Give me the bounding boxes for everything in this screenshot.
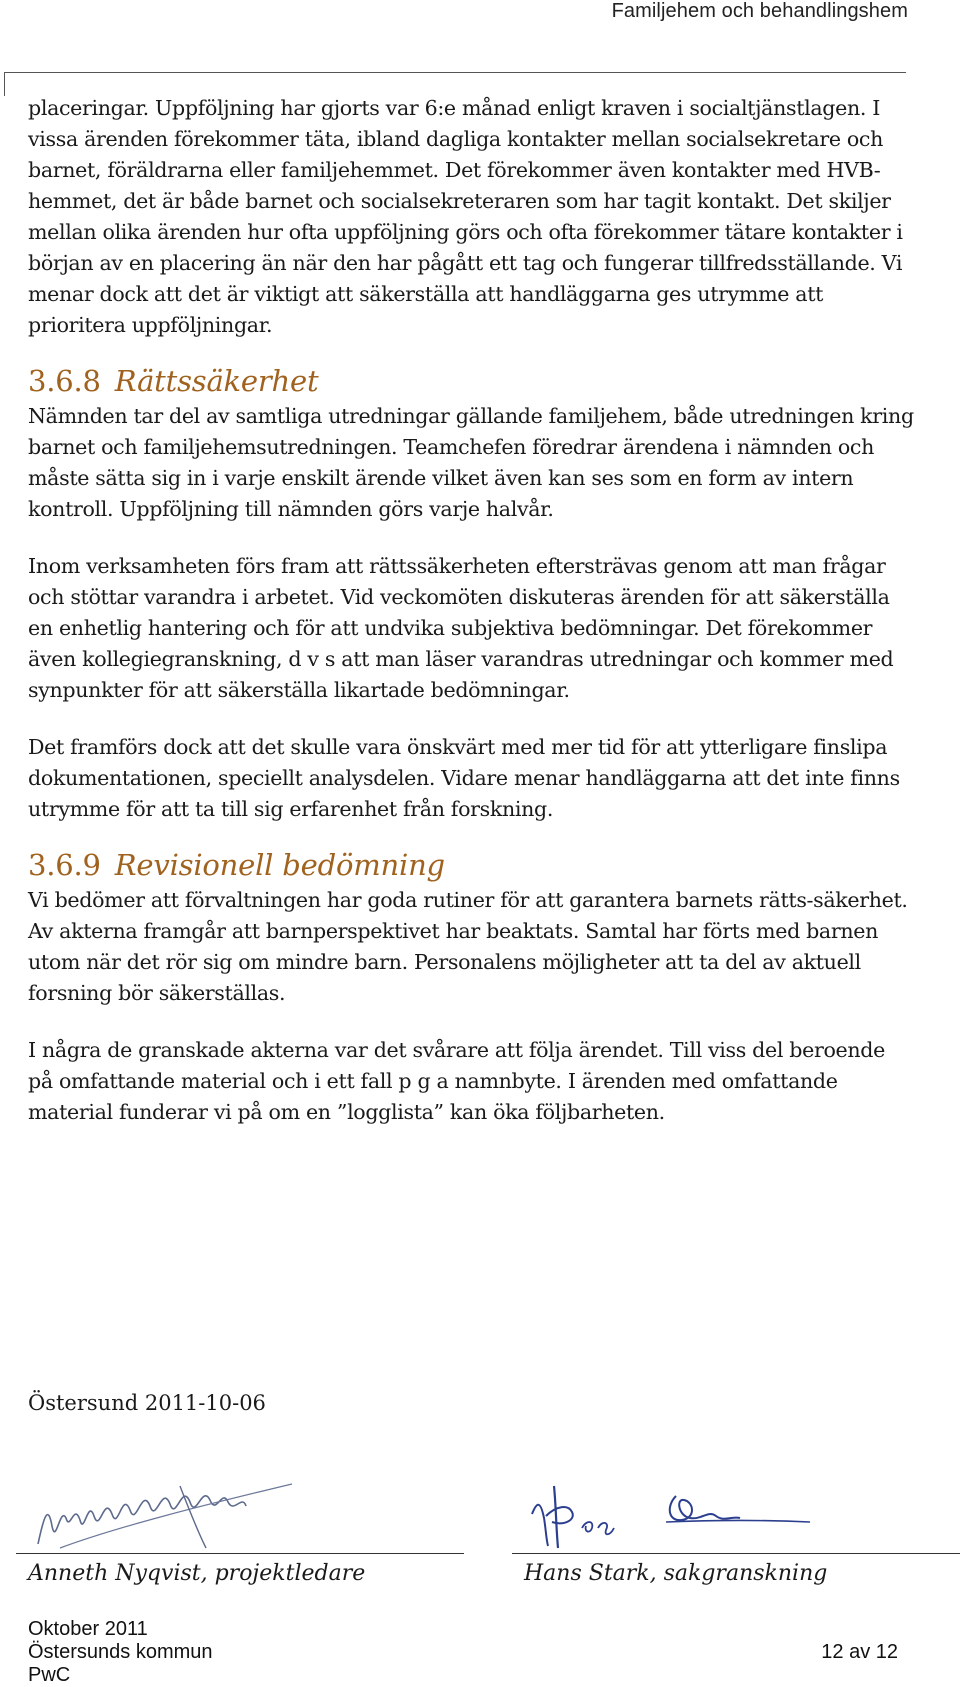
paragraph-rattssakerhet-1: Nämnden tar del av samtliga utredningar gällande familjehem, både utredningen kring barnet och familjehemsutredningen. Teamchefen föredrar ärendena i nämnden och måste sätta sig in i varje enskilt ärende vilket även kan ses som en form av intern kontroll. Uppföljning till nämnden görs varje halvår.	[28, 404, 914, 521]
signature-left-image	[30, 1476, 330, 1556]
footer-info	[28, 1618, 213, 1687]
paragraph-continued: placeringar. Uppföljning har gjorts var 6:e månad enligt kraven i socialtjänstlagen. I vissa ärenden förekommer täta, ibland dagliga kontakter mellan socialsekretare och barnet, föräldrarna eller familjehemmet. Det förekommer även kontakter med HVB-hemmet, det är både barnet och socialsekreteraren som har tagit kontakt. Det skiljer mellan olika ärenden hur ofta uppföljning görs och ofta förekommer tätare kontakter i början av en placering än när den har pågått ett tag och fungerar tillfredsställande. Vi menar dock att det är viktigt att säkerställa att handläggarna ges utrymme att prioritera uppföljningar.	[28, 96, 903, 337]
signatory-right: Hans Stark, sakgranskning	[524, 1561, 828, 1586]
signature-line-left	[16, 1553, 464, 1554]
signature-line-right	[512, 1553, 960, 1554]
footer-date: Oktober 2011	[28, 1618, 148, 1640]
paragraph-revisionell-2: I några de granskade akterna var det svårare att följa ärendet. Till viss del beroende på omfattande material och i ett fall p g a namnbyte. I ärenden med omfattande material funderar vi på om en ”logglista” kan öka följbarheten.	[28, 1038, 885, 1124]
running-header: Familjehem och behandlingshem	[611, 0, 908, 22]
paragraph-revisionell-1: Vi bedömer att förvaltningen har goda rutiner för att garantera barnets rätts-säkerhet. Av akterna framgår att barnperspektivet har beaktats. Samtal har förts med barnen utom när det rör sig om mindre barn. Personalens möjligheter att ta del av aktuell forsning bör säkerställas.	[28, 888, 908, 1005]
header-rule-corner	[4, 72, 5, 96]
place-date: Östersund 2011-10-06	[28, 1391, 266, 1415]
section-number: 3.6.9	[28, 848, 101, 882]
section-heading-revisionell	[28, 845, 914, 885]
section-number: 3.6.8	[28, 364, 101, 398]
footer-firm: PwC	[28, 1664, 71, 1686]
footer-client: Östersunds kommun	[28, 1641, 213, 1663]
page-number: 12 av 12	[821, 1641, 898, 1663]
paragraph-rattssakerhet-2: Inom verksamheten förs fram att rättssäkerheten eftersträvas genom att man frågar och stöttar varandra i arbetet. Vid veckomöten diskuteras ärenden för att säkerställa en enhetlig hantering och för att undvika subjektiva bedömningar. Det förekommer även kollegiegranskning, d v s att man läser varandras utredningar och kommer med synpunkter för att säkerställa likartade bedömningar.	[28, 554, 894, 702]
section-title: Revisionell bedömning	[114, 848, 445, 882]
paragraph-rattssakerhet-3: Det framförs dock att det skulle vara önskvärt med mer tid för att ytterligare finslipa dokumentationen, speciellt analysdelen. Vidare menar handläggarna att det inte finns utrymme för att ta till sig erfarenhet från forskning.	[28, 735, 900, 821]
section-title: Rättssäkerhet	[114, 364, 319, 398]
page-content	[28, 93, 914, 1128]
header-rule	[4, 72, 906, 73]
signature-right-image	[526, 1476, 836, 1556]
signatory-left: Anneth Nyqvist, projektledare	[28, 1561, 366, 1586]
section-heading-rattssakerhet	[28, 361, 914, 401]
